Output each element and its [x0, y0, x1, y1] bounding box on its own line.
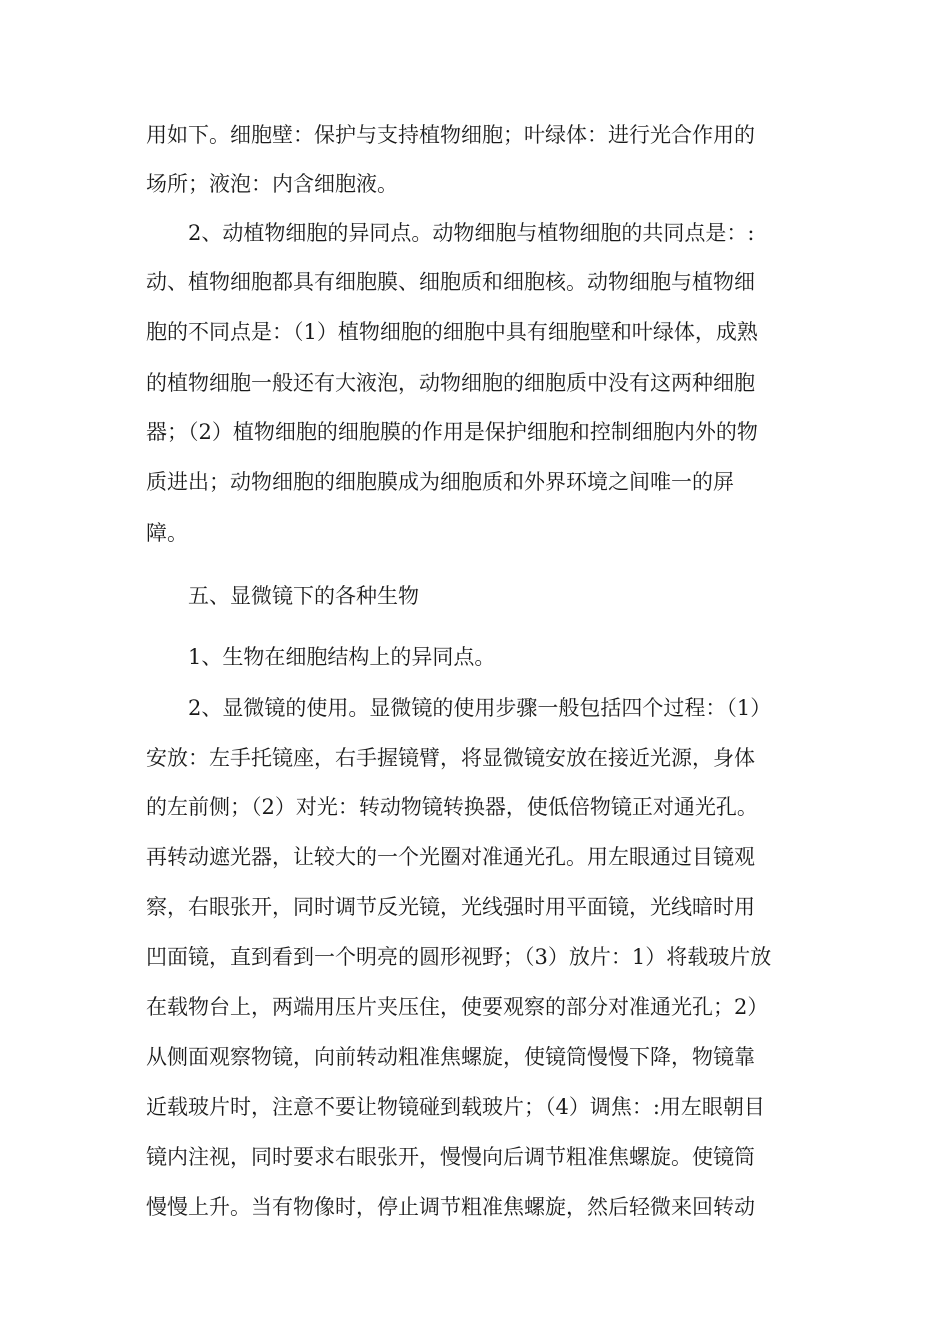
text-line-14-content: 的左前侧；（2）对光：转动物镜转换器，使低倍物镜正对通光孔。	[146, 795, 758, 819]
text-line-13-content: 安放：左手托镜座，右手握镜臂，将显微镜安放在接近光源，身体	[146, 746, 755, 770]
text-line-9	[0, 511, 950, 555]
text-line-17	[0, 935, 950, 979]
section-heading-content: 五、显微镜下的各种生物	[188, 584, 419, 608]
text-line-22-content: 慢慢上升。当有物像时，停止调节粗准焦螺旋，然后轻微来回转动	[146, 1195, 755, 1219]
text-line-21	[0, 1135, 950, 1179]
text-line-3-content: 2、动植物细胞的异同点。动物细胞与植物细胞的共同点是：:	[188, 221, 755, 245]
text-line-2	[0, 162, 950, 206]
text-line-1-content: 用如下。细胞壁：保护与支持植物细胞；叶绿体：进行光合作用的	[146, 123, 755, 147]
text-line-19	[0, 1035, 950, 1079]
text-line-6-content: 的植物细胞一般还有大液泡，动物细胞的细胞质中没有这两种细胞	[146, 371, 755, 395]
text-line-12-content: 2、显微镜的使用。显微镜的使用步骤一般包括四个过程：（1）	[188, 696, 772, 720]
text-line-15	[0, 835, 950, 879]
text-line-19-content: 从侧面观察物镜，向前转动粗准焦螺旋，使镜筒慢慢下降，物镜靠	[146, 1045, 755, 1069]
text-line-3	[0, 211, 950, 255]
text-line-22	[0, 1185, 950, 1229]
text-line-21-content: 镜内注视，同时要求右眼张开，慢慢向后调节粗准焦螺旋。使镜筒	[146, 1145, 755, 1169]
text-line-16-content: 察，右眼张开，同时调节反光镜，光线强时用平面镜，光线暗时用	[146, 895, 755, 919]
text-line-15-content: 再转动遮光器，让较大的一个光圈对准通光孔。用左眼通过目镜观	[146, 845, 755, 869]
text-line-2-content: 场所；液泡：内含细胞液。	[146, 172, 398, 196]
text-line-8-content: 质进出；动物细胞的细胞膜成为细胞质和外界环境之间唯一的屏	[146, 470, 734, 494]
text-line-5-content: 胞的不同点是：（1）植物细胞的细胞中具有细胞壁和叶绿体，成熟	[146, 320, 758, 344]
text-line-7-content: 器；（2）植物细胞的细胞膜的作用是保护细胞和控制细胞内外的物	[146, 420, 758, 444]
text-line-11	[0, 635, 950, 679]
text-line-9-content: 障。	[146, 521, 188, 545]
text-line-8	[0, 460, 950, 504]
text-line-17-content: 凹面镜，直到看到一个明亮的圆形视野；（3）放片：1）将载玻片放	[146, 945, 772, 969]
text-line-18-content: 在载物台上，两端用压片夹压住，使要观察的部分对准通光孔；2）	[146, 995, 769, 1019]
text-line-6	[0, 361, 950, 405]
text-line-14	[0, 785, 950, 829]
text-line-4-content: 动、植物细胞都具有细胞膜、细胞质和细胞核。动物细胞与植物细	[146, 270, 755, 294]
text-line-4	[0, 260, 950, 304]
text-line-5	[0, 310, 950, 354]
text-line-11-content: 1、生物在细胞结构上的异同点。	[188, 645, 496, 669]
text-line-12	[0, 686, 950, 730]
text-line-13	[0, 736, 950, 780]
text-line-20-content: 近载玻片时，注意不要让物镜碰到载玻片；（4）调焦：:用左眼朝目	[146, 1095, 765, 1119]
text-line-18	[0, 985, 950, 1029]
text-line-20	[0, 1085, 950, 1129]
section-heading	[0, 574, 950, 618]
text-line-1	[0, 113, 950, 157]
text-line-7	[0, 410, 950, 454]
text-line-16	[0, 885, 950, 929]
